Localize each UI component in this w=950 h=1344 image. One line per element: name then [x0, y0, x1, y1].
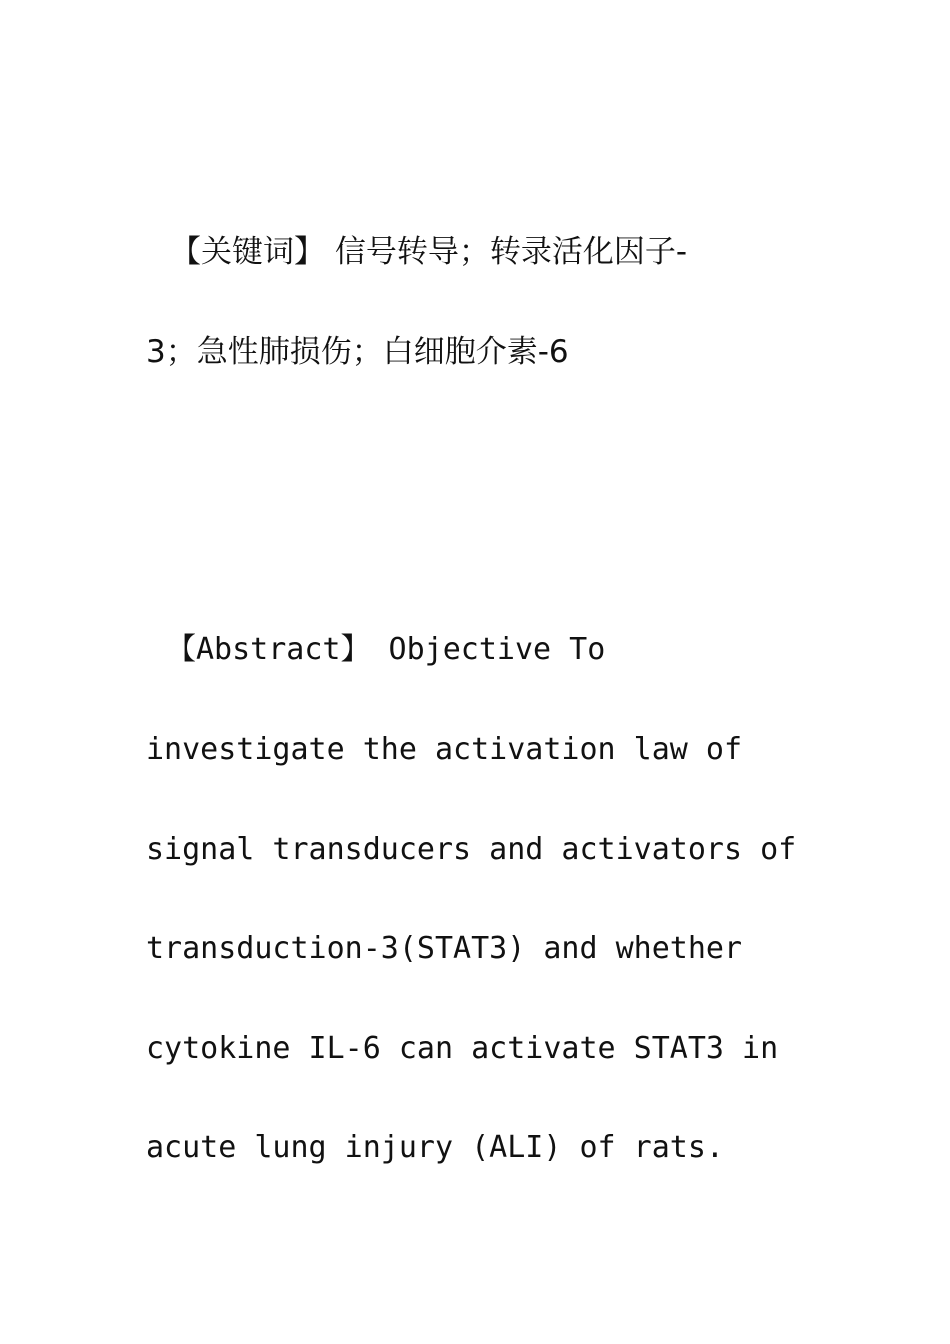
abstract-line-6: acute lung injury (ALI) of rats.	[146, 1130, 724, 1165]
abstract-line-2: investigate the activation law of	[146, 732, 743, 767]
abstract-line-1: 【Abstract】 Objective To	[166, 632, 606, 667]
keywords-line-2: 3；急性肺损伤；白细胞介素-6	[146, 334, 569, 370]
abstract-line-5: cytokine IL-6 can activate STAT3 in	[146, 1031, 779, 1066]
abstract-line-3: signal transducers and activators of	[146, 832, 797, 867]
keywords-line-1: 【关键词】 信号转导；转录活化因子-	[170, 234, 688, 270]
abstract-line-4: transduction-3(STAT3) and whether	[146, 931, 743, 966]
